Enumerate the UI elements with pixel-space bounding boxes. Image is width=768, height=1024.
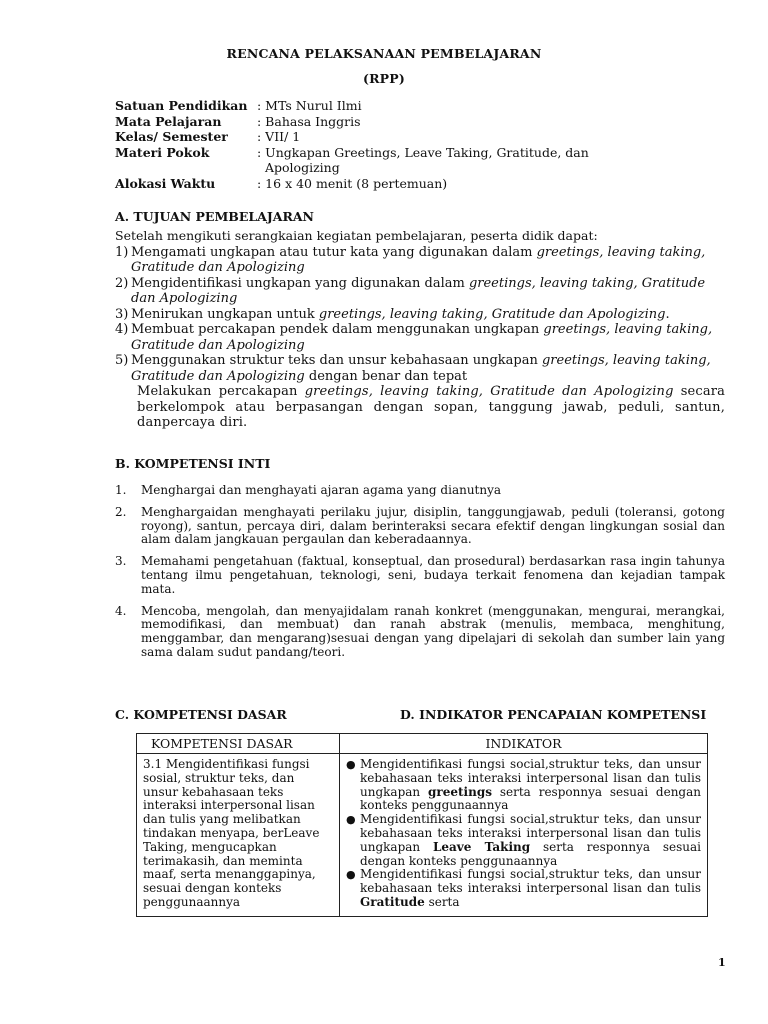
document-title: RENCANA PELAKSANAAN PEMBELAJARAN [226,46,542,61]
identity-value: : VII/ 1 [257,129,301,144]
objective-number: 1) [115,244,129,260]
indicator-tail: serta responnya sesuai dengan konteks penggunaannya [360,839,701,868]
indicator-bold: Gratitude [360,894,425,909]
competency-number: 4. [115,603,127,618]
indicator-list [346,758,701,910]
identity-label: Mata Pelajaran [115,113,222,129]
indicator-item [346,758,701,813]
identity-row [115,114,665,130]
competency-text: Menghargai dan menghayati ajaran agama yang dianutnya [141,483,502,497]
identity-value: : MTs Nurul Ilmi [257,98,362,113]
column-header-indicator: INDIKATOR [340,734,708,754]
identity-label: Kelas/ Semester [115,129,228,144]
identity-row [115,129,665,145]
page-number: 1 [718,956,726,969]
identity-label: Materi Pokok [115,144,210,160]
document-subtitle: (RPP) [362,71,405,86]
identity-label: Satuan Pendidikan [115,98,248,113]
objective-number: 3) [115,306,129,322]
competency-number: 3. [115,554,127,569]
identity-label: Alokasi Waktu [115,175,216,191]
indicator-cell [340,754,708,917]
objective-extra [137,384,725,431]
indicator-bold: greetings [428,784,492,799]
identity-row [115,98,665,114]
section-b-heading: B. KOMPETENSI INTI [115,456,271,471]
objective-italic: greetings, leaving taking, Gratitude dan Apologizing [131,322,713,353]
objective-text: Menirukan ungkapan untuk [131,306,319,322]
competency-item [115,555,725,596]
competency-item [115,484,725,498]
competency-text: Menghargaidan menghayati perilaku jujur, disiplin, tanggungjawab, peduli (toleransi, gotong royong), santun, percaya diri, dalam berinteraksi secara efektif dengan lingkungan sosial dan alam dalam jangkauan pergaulan dan keberadaannya. [141,504,725,547]
objective-text: Mengidentifikasi ungkapan yang digunakan dalam [131,275,469,291]
identity-row [115,145,665,161]
indicator-text: Mengidentifikasi fungsi social,struktur teks, dan unsur kebahasaan teks interaksi interpersonal lisan dan tulis [360,867,701,896]
core-competencies [115,484,725,668]
section-d-heading: D. INDIKATOR PENCAPAIAN KOMPETENSI [400,707,707,722]
objective-text: Membuat percakapan pendek dalam menggunakan ungkapan [131,322,544,337]
identity-row [115,176,665,192]
objective-extra-italic: greetings, leaving taking, Gratitude dan Apologizing [304,384,674,399]
competency-table [136,733,708,917]
objective-extra-text: Melakukan percakapan [137,384,305,399]
objective-text: Menggunakan struktur teks dan unsur kebahasaan ungkapan [131,353,542,368]
identity-value-continued: Apologizing [265,160,340,175]
objective-tail: . [665,306,670,322]
identity-block [115,98,665,191]
indicator-text: Mengidentifikasi fungsi social,struktur teks, dan unsur kebahasaan teks interaksi interpersonal lisan dan tulis ungkapan [360,757,701,799]
competency-text: Memahami pengetahuan (faktual, konseptual, dan prosedural) berdasarkan rasa ingin tahunya tentang ilmu pengetahuan, teknologi, seni, budaya terkait fenomena dan kejadian tampak mata. [141,554,725,596]
objective-item [115,307,725,323]
objective-tail: dengan benar dan tepat [304,368,468,384]
objective-item [115,353,725,384]
objective-item [115,245,725,276]
kd-cell: 3.1 Mengidentifikasi fungsi sosial, struktur teks, dan unsur kebahasaan teks interaksi interpersonal lisan dan tulis yang melibatkan tindakan menyapa, berLeave Taking, mengucapkan terimakasih, dan meminta maaf, serta menanggapinya, sesuai dengan konteks penggunaannya [137,754,340,917]
section-c-heading: C. KOMPETENSI DASAR [115,707,287,722]
objective-italic: greetings, leaving taking, Gratitude dan Apologizing [131,353,711,384]
objective-item [115,276,725,307]
objective-number: 4) [115,322,129,337]
competency-item [115,605,725,660]
objective-italic: greetings, leaving taking, Gratitude dan Apologizing [131,275,706,306]
indicator-tail: serta [424,894,460,909]
indicator-tail: serta responnya sesuai dengan konteks penggunaannya [360,784,701,813]
identity-row [115,160,665,176]
competency-item [115,506,725,547]
identity-label [115,160,257,176]
competency-number: 2. [115,504,127,519]
indicator-item [346,813,701,868]
indicator-text: Mengidentifikasi fungsi social,struktur teks, dan unsur kebahasaan teks interaksi interpersonal lisan dan tulis ungkapan [360,812,701,854]
objective-number: 5) [115,353,129,368]
section-a-heading: A. TUJUAN PEMBELAJARAN [115,209,314,224]
indicator-bold: Leave Taking [432,839,531,854]
learning-objectives [115,228,725,431]
identity-value: : 16 x 40 menit (8 pertemuan) [257,175,448,191]
objective-extra-tail: secara berkelompok atau berpasangan dengan sopan, tanggung jawab, peduli, santun, danpercaya diri. [137,384,725,430]
objective-italic: greetings, leaving taking, Gratitude dan Apologizing [131,244,706,275]
objective-item [115,322,725,353]
column-header-kd: KOMPETENSI DASAR [137,734,340,754]
objectives-intro: Setelah mengikuti serangkaian kegiatan pembelajaran, peserta didik dapat: [115,228,598,243]
objective-text: Mengamati ungkapan atau tutur kata yang digunakan dalam [131,244,537,260]
table-header-row [137,734,708,754]
objective-italic: greetings, leaving taking, Gratitude dan Apologizing [318,306,666,322]
table-row [137,754,708,917]
bullet-icon: ● [346,868,356,882]
identity-value: : Ungkapan Greetings, Leave Taking, Gratitude, dan [257,144,589,160]
bullet-icon: ● [346,813,356,827]
competency-text: Mencoba, mengolah, dan menyajidalam ranah konkret (menggunakan, mengurai, merangkai, memodifikasi, dan membuat) dan ranah abstrak (menulis, membaca, menghitung, menggambar, dan mengarang)sesuai dengan yang dipelajari di sekolah dan sumber lain yang sama dalam sudut pandang/teori. [141,603,725,659]
bullet-icon: ● [346,758,356,771]
indicator-item [346,868,701,909]
identity-value: : Bahasa Inggris [257,113,361,129]
competency-number: 1. [115,483,127,497]
objective-number: 2) [115,275,129,291]
